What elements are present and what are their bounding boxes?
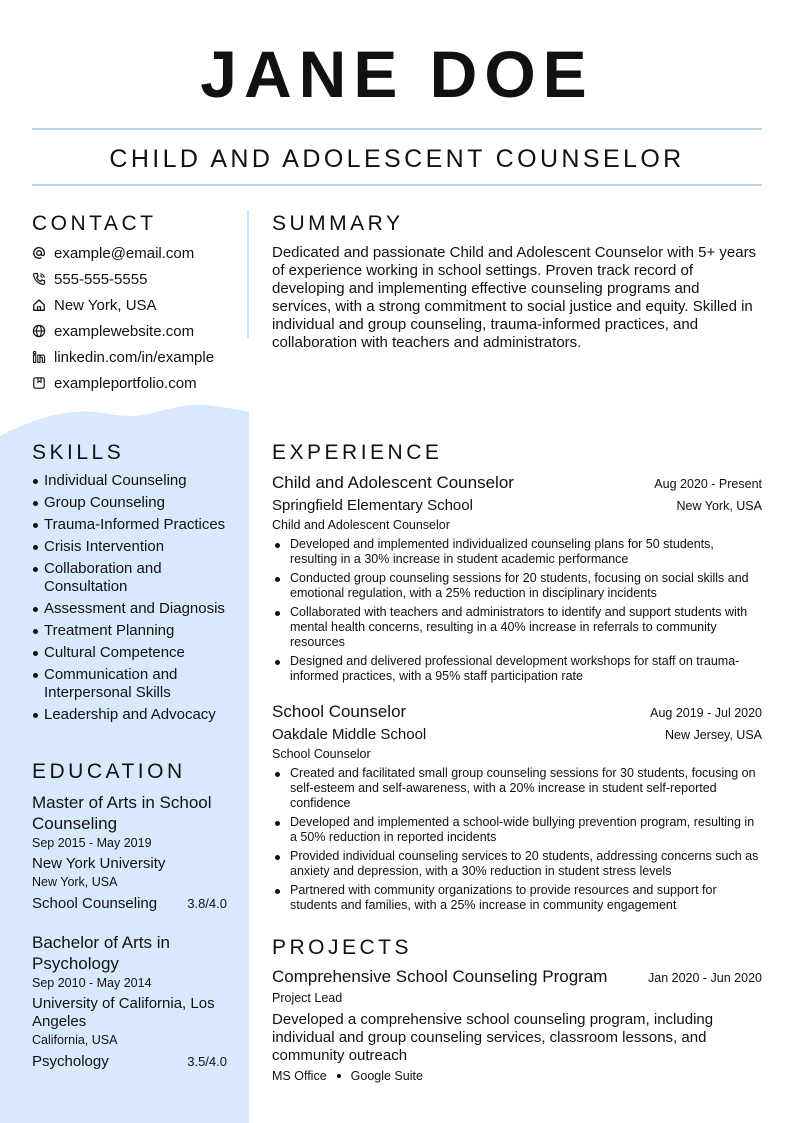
project-description: Developed a comprehensive school counseling program, including individual and group counseling services, classroom lessons, and community outreach	[272, 1011, 714, 1064]
skill-item: Cultural Competence	[32, 644, 237, 662]
job-title: Child and Adolescent Counselor	[272, 473, 514, 492]
skills-heading: SKILLS	[32, 441, 125, 464]
education-major-row	[32, 1053, 227, 1071]
job-company: Springfield Elementary School	[272, 497, 473, 514]
job-title: School Counselor	[272, 702, 407, 721]
skill-item: Trauma-Informed Practices	[32, 516, 237, 534]
contact-website[interactable]	[32, 321, 194, 341]
contact-location	[32, 295, 157, 315]
job-bullets	[272, 766, 762, 913]
skill-item: Group Counseling	[32, 494, 237, 512]
job-bullet: Designed and delivered professional development workshops for staff on trauma-informed practices, with a 95% staff participation rate	[272, 654, 762, 684]
project-tool: MS Office	[272, 1069, 327, 1083]
contact-email[interactable]	[32, 243, 194, 263]
job-bullet: Developed and implemented a school-wide bullying prevention program, resulting in a 50% reduction in reported incidents	[272, 815, 762, 845]
education-degree: Master of Arts in School Counseling	[32, 793, 212, 833]
job-bullets	[272, 537, 762, 684]
education-school: University of California, Los Angeles	[32, 995, 215, 1030]
job-bullet: Conducted group counseling sessions for 20 students, focusing on social skills and emotional regulation, with a 25% reduction in disciplinary incidents	[272, 571, 762, 601]
education-school: New York University	[32, 855, 166, 872]
experience-heading: EXPERIENCE	[272, 441, 443, 464]
globe-icon	[32, 324, 46, 338]
job-bullet: Developed and implemented individualized counseling plans for 50 students, resulting in a 30% increase in student academic performance	[272, 537, 762, 567]
summary-heading: SUMMARY	[272, 212, 404, 235]
contact-portfolio[interactable]	[32, 373, 197, 393]
education-entry	[32, 932, 227, 1071]
at-icon	[32, 246, 46, 260]
education-major: School Counseling	[32, 895, 158, 912]
skill-item: Leadership and Advocacy	[32, 706, 237, 724]
education-degree: Bachelor of Arts in Psychology	[32, 933, 170, 973]
project-role: Project Lead	[272, 991, 343, 1005]
skill-item: Collaboration and Consultation	[32, 560, 237, 596]
job-dates: Aug 2019 - Jul 2020	[650, 706, 762, 720]
education-entry	[32, 792, 227, 913]
contact-heading: CONTACT	[32, 212, 157, 235]
project-entry	[272, 966, 762, 1084]
skills-list	[32, 472, 237, 728]
contact-email-text: example@email.com	[54, 244, 195, 262]
header-rule-bottom	[32, 184, 762, 186]
skill-item: Treatment Planning	[32, 622, 237, 640]
project-tool: Google Suite	[350, 1069, 423, 1083]
job-location: New York, USA	[676, 499, 762, 513]
skill-item: Assessment and Diagnosis	[32, 600, 237, 618]
education-major-row	[32, 895, 227, 913]
contact-location-text: New York, USA	[54, 296, 157, 314]
summary-text: Dedicated and passionate Child and Adolescent Counselor with 5+ years of experience working in school settings. Proven track record of developing and implementing effective counseling programs and services, with a strong commitment to social justice and equity. Skilled in individual and group counseling, trauma-informed practices, and collaboration with teachers and administrators.	[272, 244, 757, 351]
skill-item: Crisis Intervention	[32, 538, 237, 556]
education-heading: EDUCATION	[32, 760, 186, 783]
project-tools	[272, 1068, 762, 1084]
education-gpa: 3.5/4.0	[187, 1054, 227, 1069]
job-bullet: Partnered with community organizations to provide resources and support for students and families, with a 25% increase in community engagement	[272, 883, 762, 913]
experience-entry	[272, 472, 762, 688]
job-bullet: Collaborated with teachers and administrators to identify and support students with mental health concerns, resulting in a 40% increase in referrals to community resources	[272, 605, 762, 650]
job-dates: Aug 2020 - Present	[654, 477, 762, 491]
portfolio-icon	[32, 376, 46, 390]
contact-portfolio-text: exampleportfolio.com	[54, 374, 197, 392]
project-dates: Jan 2020 - Jun 2020	[648, 971, 762, 985]
projects-heading: PROJECTS	[272, 936, 413, 959]
education-dates: Sep 2010 - May 2014	[32, 976, 152, 990]
skill-item: Individual Counseling	[32, 472, 237, 490]
contact-phone[interactable]	[32, 269, 147, 289]
column-divider	[247, 210, 249, 338]
education-location: California, USA	[32, 1033, 118, 1047]
experience-entry	[272, 701, 762, 917]
education-gpa: 3.8/4.0	[187, 896, 227, 911]
candidate-role: CHILD AND ADOLESCENT COUNSELOR	[109, 145, 685, 173]
job-subtitle: School Counselor	[272, 747, 371, 761]
candidate-name: JANE DOE	[200, 37, 594, 111]
project-title: Comprehensive School Counseling Program	[272, 967, 608, 986]
contact-website-text: examplewebsite.com	[54, 322, 195, 340]
job-location: New Jersey, USA	[664, 728, 762, 742]
education-location: New York, USA	[32, 875, 118, 889]
home-icon	[32, 298, 46, 312]
phone-icon	[32, 272, 46, 286]
skill-item: Communication and Interpersonal Skills	[32, 666, 237, 702]
header-rule-top	[32, 128, 762, 130]
job-subtitle: Child and Adolescent Counselor	[272, 518, 450, 532]
job-company: Oakdale Middle School	[272, 726, 427, 743]
contact-phone-text: 555-555-5555	[54, 270, 148, 288]
education-dates: Sep 2015 - May 2019	[32, 836, 152, 850]
education-major: Psychology	[32, 1053, 109, 1070]
job-bullet: Created and facilitated small group counseling sessions for 30 students, focusing on self-esteem and self-awareness, with a 20% increase in student self-reported confidence	[272, 766, 762, 811]
job-bullet: Provided individual counseling services to 20 students, addressing concerns such as anxiety and depression, with a 30% reduction in student stress levels	[272, 849, 762, 879]
tool-separator-dot	[337, 1074, 341, 1078]
linkedin-icon	[32, 350, 46, 364]
contact-linkedin-text: linkedin.com/in/example	[54, 348, 215, 366]
contact-linkedin[interactable]	[32, 347, 214, 367]
